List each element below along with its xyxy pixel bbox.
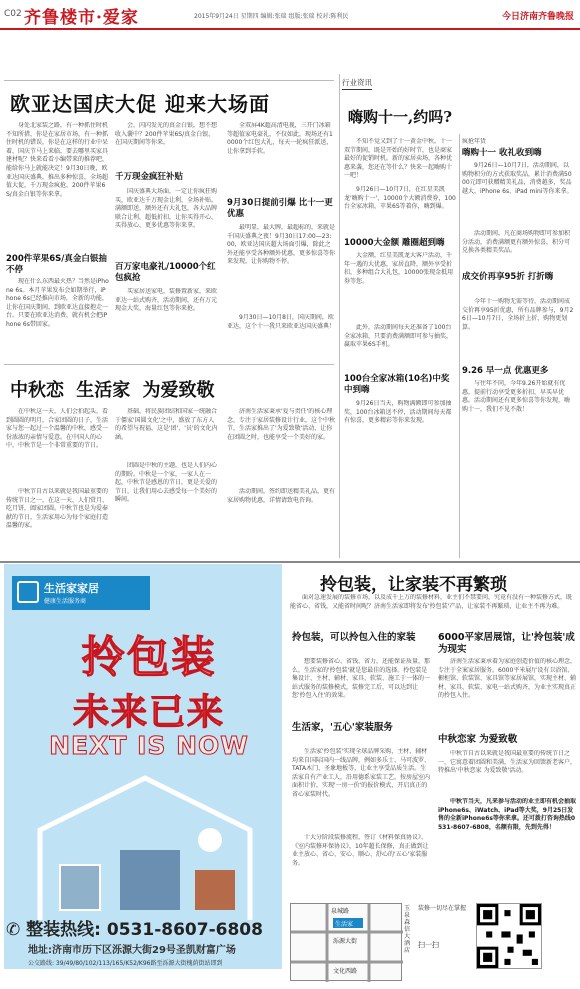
page-number: C02 — [4, 9, 22, 19]
headline-right: 嗨购十一,约吗? — [348, 108, 453, 126]
right-colB-head: 疯抢年货 — [462, 138, 487, 145]
article-col5: 基础，将民族团结和国家一统融合于僵家'国圆文化'之中，盛放了东方人的希望与祝福，这是'团'、'员'的文化内涵。 — [115, 408, 218, 441]
section-title: 齐鲁楼市·爱家 — [24, 8, 139, 28]
hotline[interactable] — [6, 915, 282, 940]
ad-s2: 生活家'拎包装'实现全球品牌采购，主材、辅材均来自国际国内一线品牌，例如多乐士、马可波罗、TATA木门、圣象地板等，让业主享受品质生活。生活家自有产业工人，沿用德系家装工艺，按房屋室内面积计价，实现'一房一价'的报价模式，开启真正的省心家装时代。 — [292, 748, 430, 798]
ad-title: 拎包装，让家装不再繁琐 — [320, 575, 507, 595]
hotline-number: 0531-8607-6808 — [106, 920, 263, 940]
headline-midautumn: 中秋恋 生活家 为爱致敬 — [10, 380, 215, 401]
article-col3c: 9月30日—10月8日，国庆期间，欧亚达，这个十一我只来欧亚达国庆盛典！ — [227, 314, 335, 330]
divider — [4, 80, 334, 81]
house-icon — [17, 581, 39, 603]
article-col4b: 中秋节自古以来就是我国最重要的传统节日之一，在这一天，人们赏月、吃月饼，阖家团圆。中秋节也是为爱奉献的节日，生活家用心为每个家庭打造温馨的家。 — [6, 488, 109, 530]
right-colB-sub: 嗨购十一 收礼收到嗨 — [462, 148, 542, 158]
ad-s2b: 十大分阶段装修流程，签订《材料保真协议》、《室内装修环保协议》，10年超长保修，真正做到让业主放心、省心、安心、顺心、舒心的'五心'家装服务。 — [292, 834, 429, 867]
column-divider — [459, 134, 460, 558]
map-label-north: 泉城路 — [331, 908, 350, 915]
map-label-street: 泺源大街 — [333, 938, 358, 945]
brand-logo — [12, 576, 150, 610]
right-colA3: 大金额，红星美凯龙大客户活动，千年一遇的大优惠，家居直降，额外享受折扣，多种组合大礼包，10000张现金抵用券等您。 — [344, 252, 454, 285]
map-label-road: 文化西路 — [333, 968, 358, 975]
article-col2: 会，闪闪发光的真金白银，想不想收入囊中？200件苹果6S/真金白银，在国庆期间等你来。 — [115, 122, 218, 147]
ad-s4: 中秋节自古以来就是我国最重要的传统节日之一，它寓意着团圆和美满，生活家为回馈新老客户，特推出'中秋恋家 为爱致敬'活动。 — [438, 750, 576, 775]
article-col3b: 最明显，最大牌，最超标的，来就是千国庆盛典之夜！9月30日17:00—23:00，欧亚达国庆超大场面引爆，除此之外还能享受各种额外优惠，更多惊喜等你来发现，让你购物不停。 — [227, 224, 335, 266]
right-colA5: 9月26日当天，购物满额即可参加抽奖，100台冰箱送不停，活动期间每天都有惊喜，更多精彩等你来发现。 — [344, 400, 452, 425]
subhead-iphone: 200件苹果6S/真金白银抽不停 — [6, 254, 107, 275]
ad-s3-title: 6000平家居展馆，让'拎包装'成为现实 — [438, 632, 575, 655]
divider — [4, 364, 334, 365]
right-colB4: 与往年不同，今年9.26开始就有优惠，提前行动享受更多折扣，早买早优惠。活动期间还有更多惊喜等你发现，嗨购十一，我们不见不散！ — [462, 380, 571, 413]
phone-icon: ✆ — [6, 920, 27, 940]
subhead-cash: 千万现金疯狂补贴 — [115, 172, 184, 182]
ad-s2-title: 生活家，'五心'家装服务 — [292, 722, 393, 733]
scan-label: 扫一扫 — [418, 941, 439, 949]
qr-code[interactable] — [476, 903, 542, 969]
issue-meta: 2015年9月24日 星期四 编辑:张瑞 组版:张瑞 校对:陈利民 — [194, 13, 349, 20]
ad-big-subtitle: 未来已来 — [72, 692, 225, 733]
article-col5b: 团圆是中秋的主题，也是人们内心的期盼。中秋是一个家，一家人在一起，中秋节是感恩的节日，更是关爱的节日，让我们用心去感受每一个美好的瞬间。 — [115, 462, 218, 504]
subhead-sept30: 9月30日提前引爆 比十一更优惠 — [227, 198, 333, 219]
hotline-label: 整装热线: — [26, 920, 101, 940]
article-col4: 在中秋这一天，人们会拍起头，看到圆圆的明月，合家团圆的日子，生活家与您一起过一个温馨的中秋，感受一份浓浓的亲情与爱意。在中国人的心中，中秋节是一个非常重要的节日。 — [6, 408, 109, 450]
right-sub3: 成交价再享95折 打折嗨 — [462, 272, 554, 282]
right-colA2: 9月26日—10月7日，在红星美凯龙'嗨购十一'，10000个大额消费券，100台全家冰箱，苹果6S等着你，嗨到爆。 — [344, 186, 456, 211]
map-label-shop: 生活家 — [335, 921, 354, 928]
article-col3: 全双屏4K超高清电视，三开门冰箱等超值家电豪礼，不仅如此，现场还有10000个红包大礼，每天一轮疯狂派送，让你拿到手软。 — [227, 122, 333, 155]
right-colA4: 此外，活动期间每天还准备了100台全家冰箱，只要消费满额即可参与抽奖，赢取苹果6S手机。 — [344, 324, 453, 349]
ad-s4b: 中秋节当天，凡来参与活动的业主即有机会抽取iPhone6s、iWatch、iPad等大奖，9月25日发售的全新iPhone6s等你来拿。还可拨打咨询热线0531-8607-6808，名额有限，先到先得！ — [438, 798, 576, 831]
ad-english-slogan: NEXT IS NOW — [49, 731, 249, 760]
address: 地址:济南市历下区泺源大街29号圣凯财富广场 — [28, 945, 236, 956]
article-col1: 身处北家装之路，有一种抓住时机不知所措，你是在家居市场，有一种抓住时机的错误，你是在这样的行业中呆着，国庆节马上来临，要去哪里买家具建材呢？快来看看小编带来的推荐吧，能给你马上就能决定！9月30日晚，欧亚达国庆盛典，推出多种惊喜，全场超值大促，千万现金疯抢，200件苹果6S/真金白银等你来拿。 — [6, 122, 109, 198]
ad-s3: 济南生活家秉承着为家庭创造价值的核心理念，专注于全案家居服务。6000平米展厅设有卫浴馆、橱柜馆、软装馆、家具馆等家居展馆，实现主材、辅材、家具、软装、家电一站式购齐，为业主实现真正的拎包入住。 — [438, 658, 576, 700]
location-map — [290, 903, 402, 981]
map-hotel-label: 玉泉森信大酒店 — [404, 905, 411, 954]
article-col2b: 国庆盛典大场面，一定让你疯狂购买，欧亚达千万现金让利，全场补贴。满额即送，额外还有大礼包，各大品牌联合让利，超低折扣，让你买得开心，买得放心，更多优惠等你来拿。 — [115, 188, 218, 230]
ad-s4-title: 中秋恋家 为爱致敬 — [438, 734, 518, 745]
right-colB3: 今年十一购物无需等待，活动期间成交价再享95折优惠，所有品牌参与，9月26日—10月7日，全场折上折，购物更划算。 — [462, 298, 574, 331]
right-sub4: 9.26 早一点 优惠更多 — [462, 366, 549, 376]
brand-slogan: 健康生活服务商 — [44, 598, 87, 605]
qr-pattern — [477, 904, 541, 968]
bus-route: 公交路线: 39/49/80/102/113/165/K52/K96路至泺源大街槐荫街站即到 — [28, 960, 223, 967]
right-colB2: 活动期间，凡在商场购物即可参加积分活动，消费满额更有额外惊喜，积分可兑换各类精美奖品。 — [462, 230, 571, 255]
ad-intro: 面对急速发展的装修市场，以及成千上万的装修材料，业主们不禁要问，究竟有没有一种装修方式，既能省心、省钱，又能省时间呢？济南生活家即将发布'拎包装'产品，让家装不再繁琐，让业主不再为难。 — [290, 594, 573, 610]
brand-name: 生活家家居 — [44, 582, 99, 595]
subhead-gifts: 百万家电豪礼/10000个红包疯抢 — [115, 262, 216, 283]
house-illustration — [20, 770, 270, 930]
right-colB: 9月26日—10月7日，活动期间，以购物积分的方式获取奖品，累计消费满5000元即可获赠精美礼品，消费越多，奖品越大，iPhone 6s、iPad mini等你来拿。 — [462, 162, 573, 195]
paper-name: 今日济南齐鲁晚报 — [501, 12, 574, 22]
headline-main: 欧亚达国庆大促 迎来大场面 — [10, 92, 270, 116]
ad-s1-title: 拎包装，可以拎包入住的家装 — [292, 632, 416, 643]
article-col2c: 买家居送家电，装修置新家，来欧亚达一站式购齐，活动期间，还有万元现金大奖，海量红包等你来抢。 — [115, 288, 218, 313]
column-divider — [339, 74, 340, 558]
article-col6b: 活动期间，签约即送精美礼品，更有家居购物优惠，详情请致电咨询。 — [227, 488, 335, 504]
qr-caption: 装修一切尽在掌握 — [418, 905, 467, 912]
ad-s1: 想要装修省心、省钱、省力，还能保证质量，那么，生活家的'拎包装'就是您最佳的选择。拎包装是集设计、主材、辅材、家具、软装、施工于一体的一站式服务的装修模式，装修完工后，可以达到让您'拎包入住'的效果。 — [292, 658, 430, 700]
right-sub1: 10000大金额 雕圈超到嗨 — [344, 238, 445, 248]
ad-big-title: 拎包装 — [81, 633, 217, 683]
right-sub2: 100台全家冰箱(10名)中奖中到嗨 — [344, 374, 450, 395]
article-col6: 济南生活家秉承'爱与责任'的核心理念，专注于家居装修设计行业，这个中秋节，生活家推出了'为爱致敬'活动，让你在团圆之时，也能享受一个美好的家。 — [227, 408, 335, 441]
article-col1b: 现在什么东西最火热？当然是iPhone 6s。本月苹果发布会如期举行，iPhone 6s已经推向市场，全新的功能，让你在国庆期间，到欧亚达直接抱走一台。只要在欧亚达消费，就有机会把iPhone 6s带回家。 — [6, 278, 109, 328]
right-colA: 不知不觉又到了十一黄金中秋。十一双节期间，既是开始的好时节，也是商家最好的促销时机。新的家居卖场，各种优惠来袭，您还在等什么？快来一起嗨购十一吧！ — [344, 138, 453, 180]
section-tag: 行业资讯 — [342, 77, 372, 90]
